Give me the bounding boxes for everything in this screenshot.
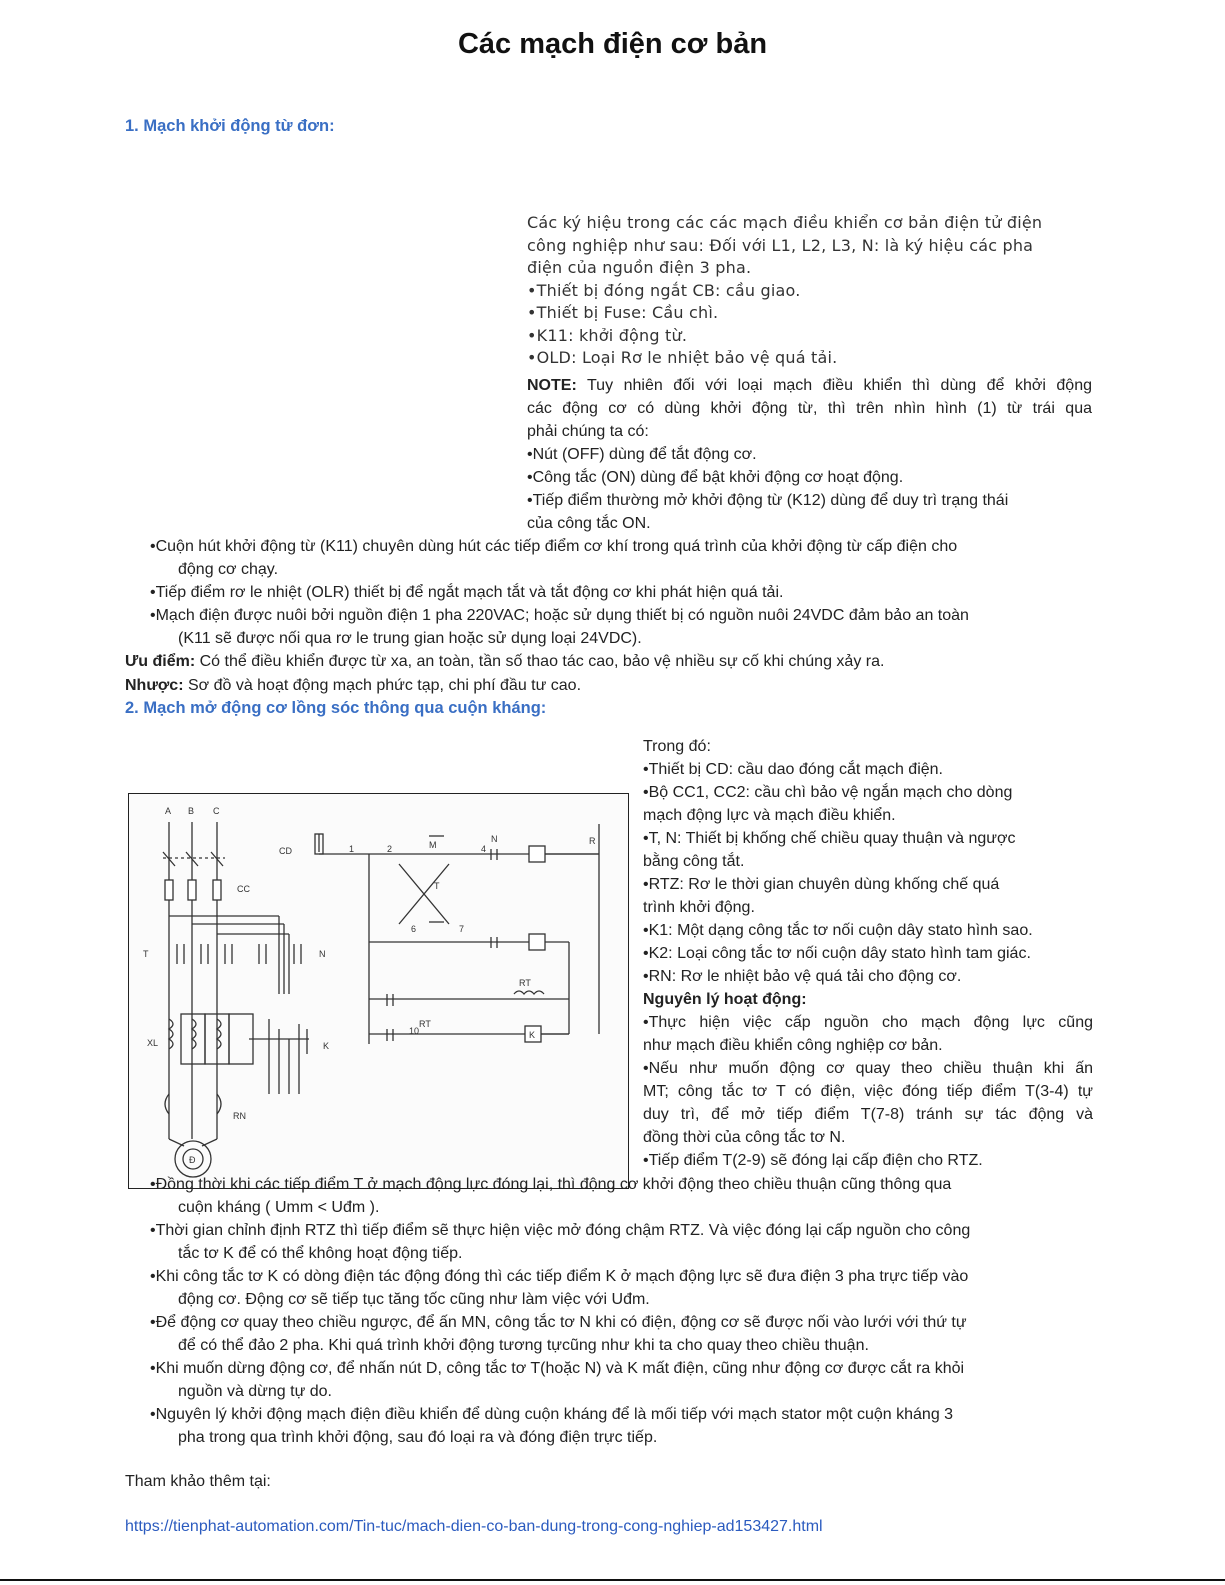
pros-line: [125, 650, 1125, 673]
diagram-label-a: A: [165, 806, 172, 816]
section1-heading: 1. Mạch khởi động từ đơn:: [125, 117, 335, 135]
note-text: phải chúng ta có:: [527, 423, 649, 440]
list-item: •Đồng thời khi các tiếp điểm T ở mạch động lực đóng lại, thì động cơ khởi động theo chiều thuận cũng thông qua cuộn kháng ( Umm < Uđm ).: [150, 1176, 952, 1216]
section2-legend: [643, 735, 1093, 1172]
legend-line: •RN: Rơ le nhiệt bảo vệ quá tải cho động cơ.: [643, 968, 962, 985]
diagram-label-t2: T: [434, 881, 440, 891]
diagram-label-t: T: [143, 949, 149, 959]
legend-line: mạch động lực và mạch điều khiển.: [643, 807, 896, 824]
diagram-label-n2: N: [491, 834, 498, 844]
principle-line: •Nếu như muốn động cơ quay theo chiều thuận khi ấn: [643, 1060, 1093, 1077]
legend-line: Trong đó:: [643, 738, 711, 755]
note-bullet: của công tắc ON.: [527, 515, 651, 532]
cons-line: [125, 674, 1125, 697]
intro-line: •Thiết bị đóng ngắt CB: cầu giao.: [527, 280, 801, 300]
principle-heading: Nguyên lý hoạt động:: [643, 991, 807, 1008]
list-item: •Khi muốn dừng động cơ, để nhấn nút D, công tắc tơ T(hoặc N) và K mất điện, cũng như động cơ được cắt ra khỏi nguồn và dừng tự do.: [150, 1360, 965, 1400]
diagram-label-num2: 2: [387, 844, 393, 854]
intro-line: điện của nguồn điện 3 pha.: [527, 258, 752, 277]
circuit-diagram-svg: [129, 794, 628, 1188]
diagram-label-xl: XL: [147, 1038, 159, 1048]
legend-line: bằng công tắt.: [643, 853, 745, 870]
diagram-label-r: R: [589, 836, 596, 846]
legend-line: •T, N: Thiết bị khống chế chiều quay thuận và ngược: [643, 830, 1016, 847]
principle-line: đồng thời của công tắc tơ N.: [643, 1129, 846, 1146]
diagram-label-m: M: [429, 840, 437, 850]
diagram-label-k: K: [323, 1041, 330, 1051]
list-item: •Thời gian chỉnh định RTZ thì tiếp điểm sẽ thực hiện việc mở đóng chậm RTZ. Và việc đóng lại cấp nguồn cho công tắc tơ K để có thể không hoạt động tiếp.: [150, 1222, 971, 1262]
reference-label: Tham khảo thêm tại:: [125, 1473, 271, 1490]
diagram-label-num7: 7: [459, 924, 465, 934]
diagram-label-num1: 1: [349, 844, 355, 854]
note-bullet: •Công tắc (ON) dùng để bật khởi động cơ hoạt động.: [527, 469, 904, 486]
list-item: •Khi công tắc tơ K có dòng điện tác động đóng thì các tiếp điểm K ở mạch động lực sẽ đưa điện 3 pha trực tiếp vào động cơ. Động cơ sẽ tiếp tục tăng tốc cũng như làm việc với Uđm.: [150, 1268, 969, 1308]
intro-line: •Thiết bị Fuse: Cầu chì.: [527, 303, 719, 322]
section1-intro: [527, 212, 1097, 370]
intro-line: Các ký hiệu trong các các mạch điều khiển cơ bản điện tử điện: [527, 213, 1043, 232]
note-bullet: •Nút (OFF) dùng để tắt động cơ.: [527, 446, 757, 463]
list-item: •Để động cơ quay theo chiều ngược, để ấn MN, công tắc tơ N khi có điện, động cơ sẽ được nối vào lưới với thứ tự để có thể đảo 2 pha. Khi quá trình khởi động tương tựcũng như khi ta cho quay theo chiều thuận.: [150, 1314, 967, 1354]
section2-heading: 2. Mạch mở động cơ lồng sóc thông qua cuộn kháng:: [125, 699, 547, 717]
legend-line: •K2: Loại công tắc tơ nối cuộn dây stato hình tam giác.: [643, 945, 1031, 962]
principle-line: MT; công tắc tơ T có điện, việc đóng tiếp điểm T(3-4) tự: [643, 1083, 1093, 1100]
diagram-label-n: N: [319, 949, 326, 959]
page-bottom-border: [0, 1579, 1225, 1581]
list-item: •Nguyên lý khởi động mạch điện điều khiển để dùng cuộn kháng để là mối tiếp với mạch stator một cuộn kháng 3 pha trong qua trình khởi động, sau đó loại ra và đóng điện trực tiếp.: [150, 1406, 954, 1446]
pros-text: Có thể điều khiển được từ xa, an toàn, tần số thao tác cao, bảo vệ nhiều sự cố khi chúng xảy ra.: [195, 653, 885, 670]
principle-line: •Thực hiện việc cấp nguồn cho mạch động lực cũng: [643, 1014, 1093, 1031]
diagram-label-rt2: RT: [419, 1019, 431, 1029]
pros-label: Ưu điểm:: [125, 653, 196, 670]
section1-bullets: [150, 535, 1150, 650]
diagram-label-cd: CD: [279, 846, 292, 856]
diagram-label-kcoil: K: [529, 1030, 536, 1040]
legend-line: •K1: Một dạng công tắc tơ nối cuộn dây stato hình sao.: [643, 922, 1033, 939]
diagram-label-num4: 4: [481, 844, 487, 854]
cons-text: Sơ đồ và hoạt động mạch phức tạp, chi phí đầu tư cao.: [183, 677, 582, 694]
reference-link[interactable]: https://tienphat-automation.com/Tin-tuc/mach-dien-co-ban-dung-trong-cong-nghiep-ad153427.html: [125, 1518, 823, 1535]
diagram-label-rt: RT: [519, 978, 531, 988]
legend-line: trình khởi động.: [643, 899, 755, 916]
principle-line: •Tiếp điểm T(2-9) sẽ đóng lại cấp điện cho RTZ.: [643, 1152, 983, 1169]
intro-line: •K11: khởi động từ.: [527, 325, 688, 345]
note-text: các động cơ có dùng khởi động từ, thì trên nhìn hình (1) từ trái qua: [527, 400, 1092, 417]
intro-line: •OLD: Loại Rơ le nhiệt bảo vệ quá tải.: [527, 348, 838, 367]
page-title: Các mạch điện cơ bản: [457, 28, 768, 60]
note-bullet: •Tiếp điểm thường mở khởi động từ (K12) dùng để duy trì trạng thái: [527, 492, 1009, 509]
diagram-label-rn: RN: [233, 1111, 246, 1121]
list-item: •Mạch điện được nuôi bởi nguồn điện 1 pha 220VAC; hoặc sử dụng thiết bị có nguồn nuôi 24VDC đảm bảo an toàn (K11 sẽ được nối qua rơ le trung gian hoặc sử dụng loại 24VDC).: [150, 607, 969, 647]
list-item: •Cuộn hút khởi động từ (K11) chuyên dùng hút các tiếp điểm cơ khí trong quá trình của khởi động từ cấp điện cho động cơ chạy.: [150, 538, 958, 578]
principle-line: duy trì, để mở tiếp điểm T(7-8) tránh sự tác động và: [643, 1106, 1093, 1123]
diagram-label-b: B: [188, 806, 195, 816]
legend-line: •RTZ: Rơ le thời gian chuyên dùng khống chế quá: [643, 876, 1000, 893]
intro-line: công nghiệp như sau: Đối với L1, L2, L3, N: là ký hiệu các pha: [527, 235, 1034, 255]
diagram-label-cc: CC: [237, 884, 250, 894]
diagram-label-motor: Đ: [189, 1155, 196, 1165]
note-text: Tuy nhiên đối với loại mạch điều khiển thì dùng để khởi động: [576, 377, 1092, 394]
legend-line: •Bộ CC1, CC2: cầu chì bảo vệ ngắn mạch cho dòng: [643, 784, 1013, 801]
section2-bullets: [150, 1173, 1150, 1449]
list-item: •Tiếp điểm rơ le nhiệt (OLR) thiết bị để ngắt mạch tắt và tắt động cơ khi phát hiện quá tải.: [150, 584, 784, 601]
note-label: NOTE:: [527, 377, 577, 394]
diagram-label-num10: 10: [409, 1026, 420, 1036]
cons-label: Nhược:: [125, 677, 184, 694]
circuit-diagram: [128, 793, 629, 1189]
principle-line: như mạch điều khiển công nghiệp cơ bản.: [643, 1037, 943, 1054]
note-block: [527, 374, 1092, 535]
diagram-label-num6: 6: [411, 924, 417, 934]
legend-line: •Thiết bị CD: cầu dao đóng cắt mạch điện.: [643, 761, 943, 778]
diagram-label-c: C: [213, 806, 220, 816]
